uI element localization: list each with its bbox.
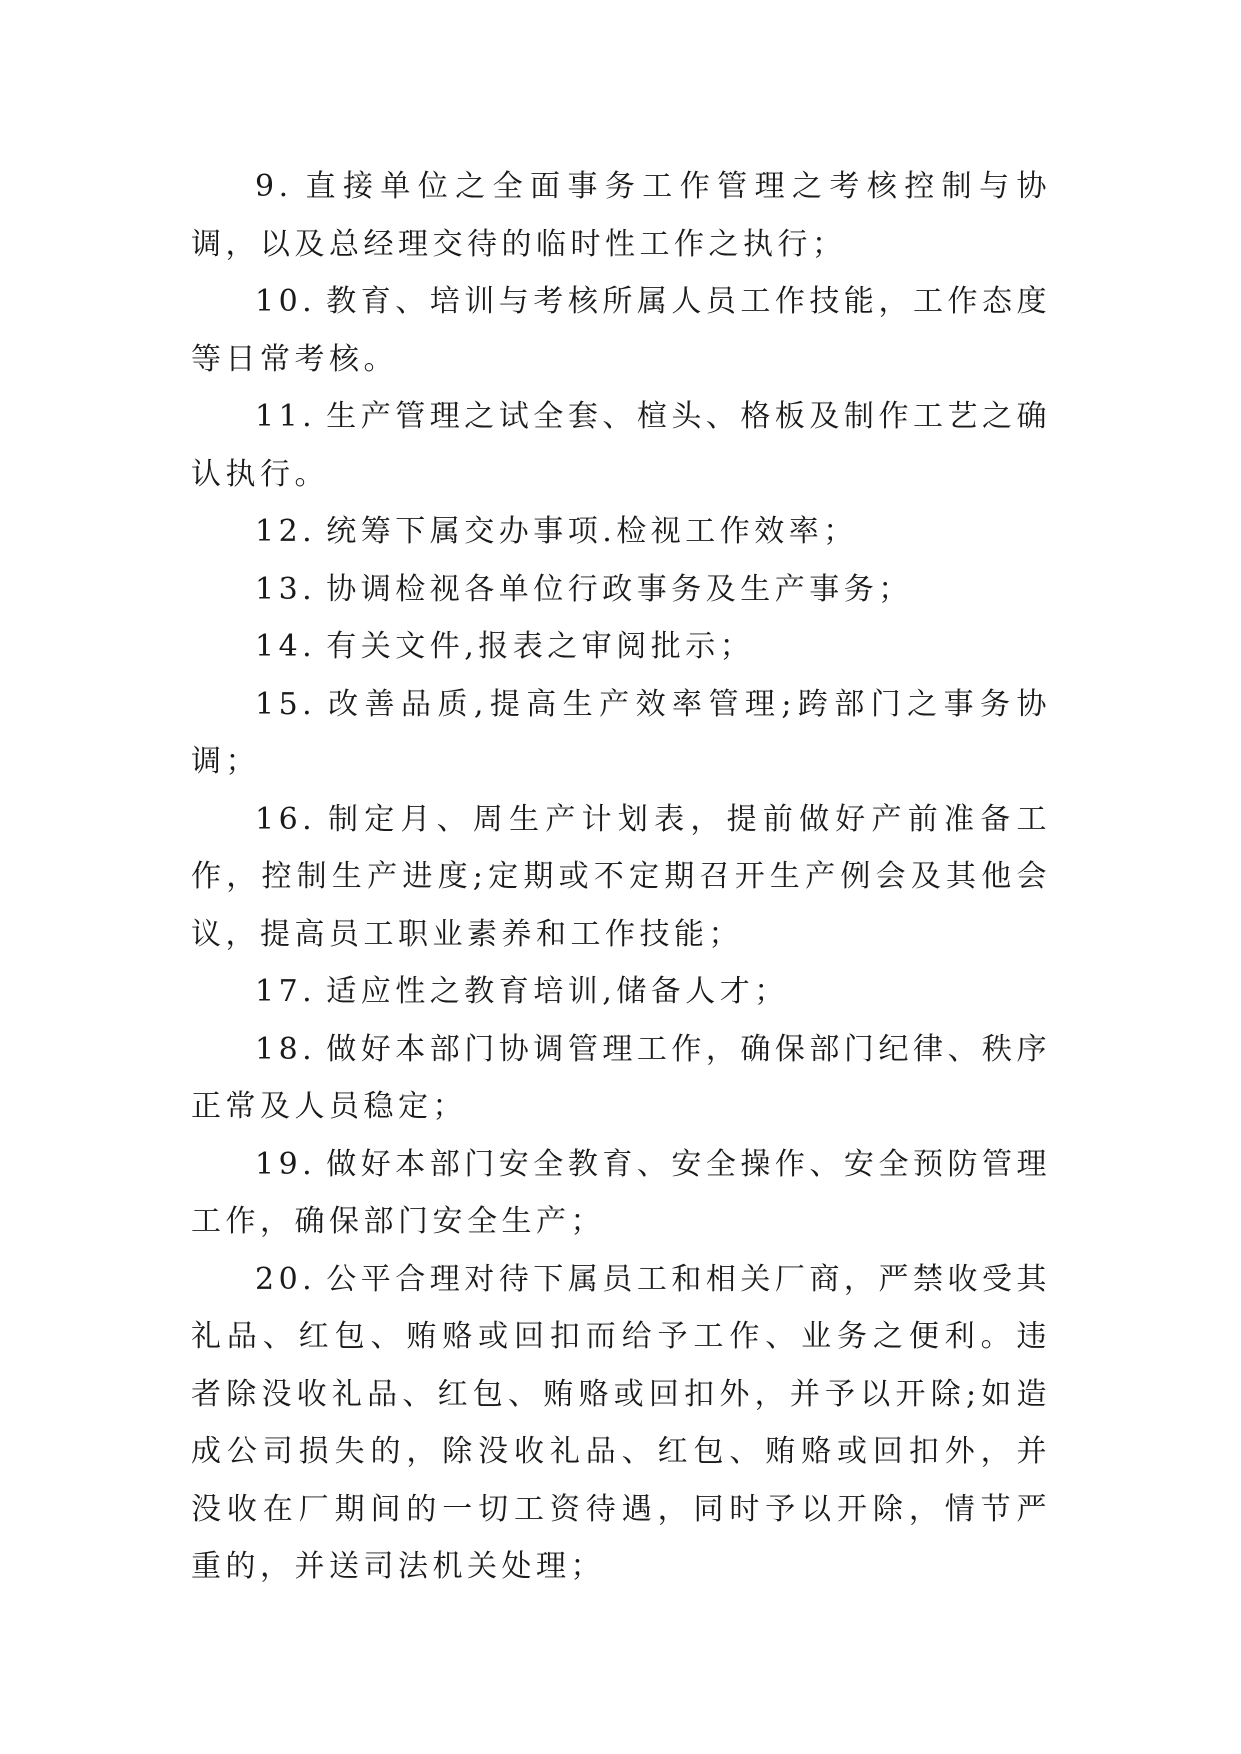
item-number: 15. xyxy=(255,686,317,722)
item-text: 直接单位之全面事务工作管理之考核控制与协调，以及总经理交待的临时性工作之执行； xyxy=(191,169,1051,262)
item-text: 改善品质,提高生产效率管理;跨部门之事务协调； xyxy=(191,686,1051,779)
item-text: 有关文件,报表之审阅批示； xyxy=(326,629,755,664)
list-item-19 xyxy=(191,1136,1051,1251)
list-item-14 xyxy=(191,618,1051,676)
item-number: 10. xyxy=(255,284,317,319)
item-number: 14. xyxy=(255,629,317,664)
list-item-10 xyxy=(191,273,1051,388)
list-item-11 xyxy=(191,388,1051,503)
list-item-16 xyxy=(191,791,1051,964)
item-number: 12. xyxy=(255,514,317,549)
item-text: 做好本部门协调管理工作，确保部门纪律、秩序正常及人员稳定； xyxy=(191,1031,1051,1124)
item-number: 17. xyxy=(255,974,317,1009)
item-text: 适应性之教育培训,储备人才； xyxy=(326,974,789,1009)
list-item-18 xyxy=(191,1021,1051,1136)
item-text: 做好本部门安全教育、安全操作、安全预防管理工作，确保部门安全生产； xyxy=(191,1146,1051,1239)
item-text: 公平合理对待下属员工和相关厂商，严禁收受其礼品、红包、贿赂或回扣而给予工作、业务之便利。违者除没收礼品、红包、贿赂或回扣外，并予以开除;如造成公司损失的，除没收礼品、红包、贿赂或回扣外，并没收在厂期间的一切工资待遇，同时予以开除，情节严重的，并送司法机关处理； xyxy=(191,1261,1051,1584)
item-number: 19. xyxy=(255,1146,317,1182)
item-text: 统筹下属交办事项.检视工作效率； xyxy=(326,514,858,549)
item-text: 教育、培训与考核所属人员工作技能，工作态度等日常考核。 xyxy=(191,284,1051,377)
list-item-17 xyxy=(191,963,1051,1021)
item-number: 11. xyxy=(255,399,317,434)
item-text: 协调检视各单位行政事务及生产事务； xyxy=(326,571,913,607)
item-number: 16. xyxy=(255,801,317,837)
item-text: 生产管理之试全套、楦头、格板及制作工艺之确认执行。 xyxy=(191,399,1051,492)
item-number: 13. xyxy=(255,571,317,607)
item-text: 制定月、周生产计划表，提前做好产前准备工作，控制生产进度;定期或不定期召开生产例会及其他会议，提高员工职业素养和工作技能； xyxy=(191,801,1051,952)
list-item-12 xyxy=(191,503,1051,561)
list-item-15 xyxy=(191,676,1051,791)
list-item-13 xyxy=(191,561,1051,619)
item-number: 18. xyxy=(255,1031,317,1067)
item-number: 20. xyxy=(255,1261,317,1297)
list-item-9 xyxy=(191,158,1051,273)
document-body xyxy=(191,158,1051,1596)
list-item-20 xyxy=(191,1251,1051,1596)
item-number: 9. xyxy=(255,169,293,204)
